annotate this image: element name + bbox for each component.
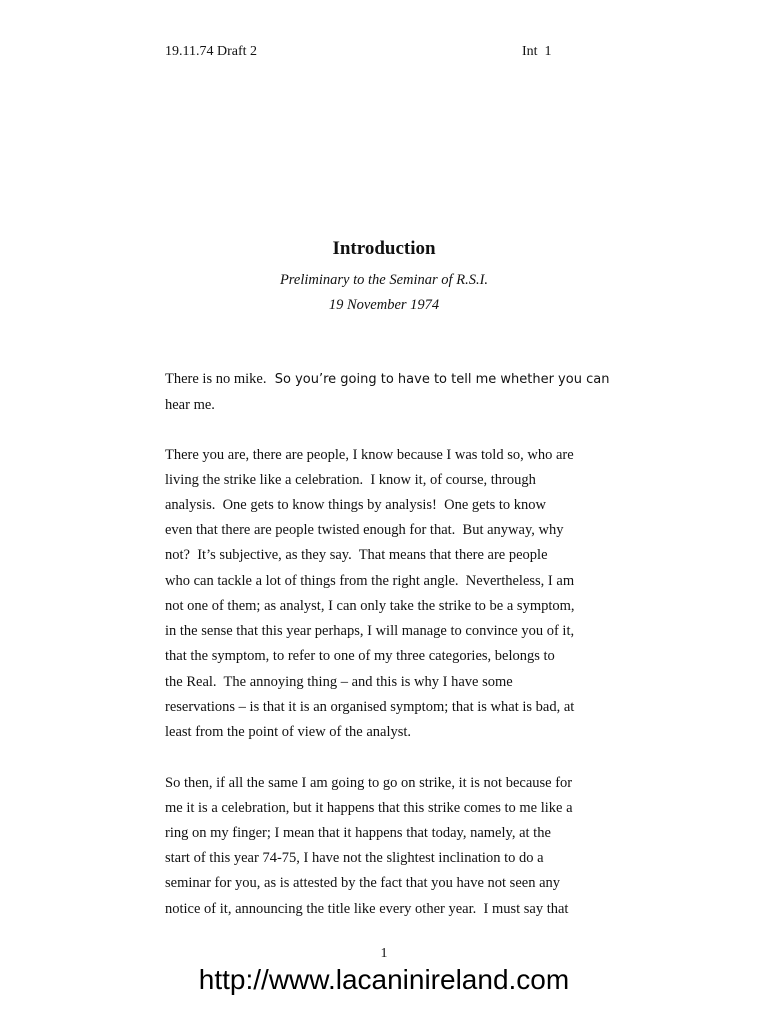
- document-subtitle-line-2: 19 November 1974: [328, 297, 440, 313]
- paragraph-2-line: not? It’s subjective, as they say. That means that there are people: [165, 547, 548, 563]
- paragraph-2-line: the Real. The annoying thing – and this is why I have some: [165, 674, 513, 690]
- paragraph-1-line-1: [165, 371, 609, 388]
- paragraph-2-line: who can tackle a lot of things from the right angle. Nevertheless, I am: [165, 573, 575, 589]
- paragraph-2-line: reservations – is that it is an organised symptom; that is what is bad, at: [165, 699, 575, 715]
- document-subtitle-line-1: Preliminary to the Seminar of R.S.I.: [279, 272, 489, 288]
- paragraph-2-line: least from the point of view of the analyst.: [165, 724, 412, 740]
- paragraph-1-line-1-serif: There is no mike.: [165, 371, 267, 387]
- paragraph-2-line: that the symptom, to refer to one of my three categories, belongs to: [165, 648, 555, 664]
- running-header-right: Int 1: [522, 44, 552, 59]
- paragraph-3-line: So then, if all the same I am going to go on strike, it is not because for: [165, 775, 573, 791]
- paragraph-3-line: ring on my finger; I mean that it happens that today, namely, at the: [165, 825, 551, 841]
- paragraph-2-line: not one of them; as analyst, I can only take the strike to be a symptom,: [165, 598, 575, 614]
- paragraph-2-line: living the strike like a celebration. I know it, of course, through: [165, 472, 536, 488]
- paragraph-2-line: even that there are people twisted enough for that. But anyway, why: [165, 522, 564, 538]
- running-header-left: 19.11.74 Draft 2: [165, 44, 258, 59]
- paragraph-3-line: start of this year 74-75, I have not the slightest inclination to do a: [165, 850, 544, 866]
- paragraph-2-line: in the sense that this year perhaps, I will manage to convince you of it,: [165, 623, 575, 639]
- footer-url-watermark: http://www.lacaninireland.com: [198, 964, 570, 995]
- document-title: Introduction: [332, 238, 436, 259]
- paragraph-3-line: seminar for you, as is attested by the fact that you have not seen any: [165, 875, 561, 891]
- paragraph-3-line: notice of it, announcing the title like every other year. I must say that: [165, 901, 569, 917]
- paragraph-1-line-2: hear me.: [165, 397, 215, 413]
- paragraph-1-line-1-sans: So you’re going to have to tell me whether you can: [266, 372, 610, 387]
- paragraph-3-line: me it is a celebration, but it happens that this strike comes to me like a: [165, 800, 573, 816]
- page-number: 1: [380, 946, 388, 961]
- paragraph-2-line: analysis. One gets to know things by analysis! One gets to know: [165, 497, 546, 513]
- paragraph-2-line: There you are, there are people, I know because I was told so, who are: [165, 447, 574, 463]
